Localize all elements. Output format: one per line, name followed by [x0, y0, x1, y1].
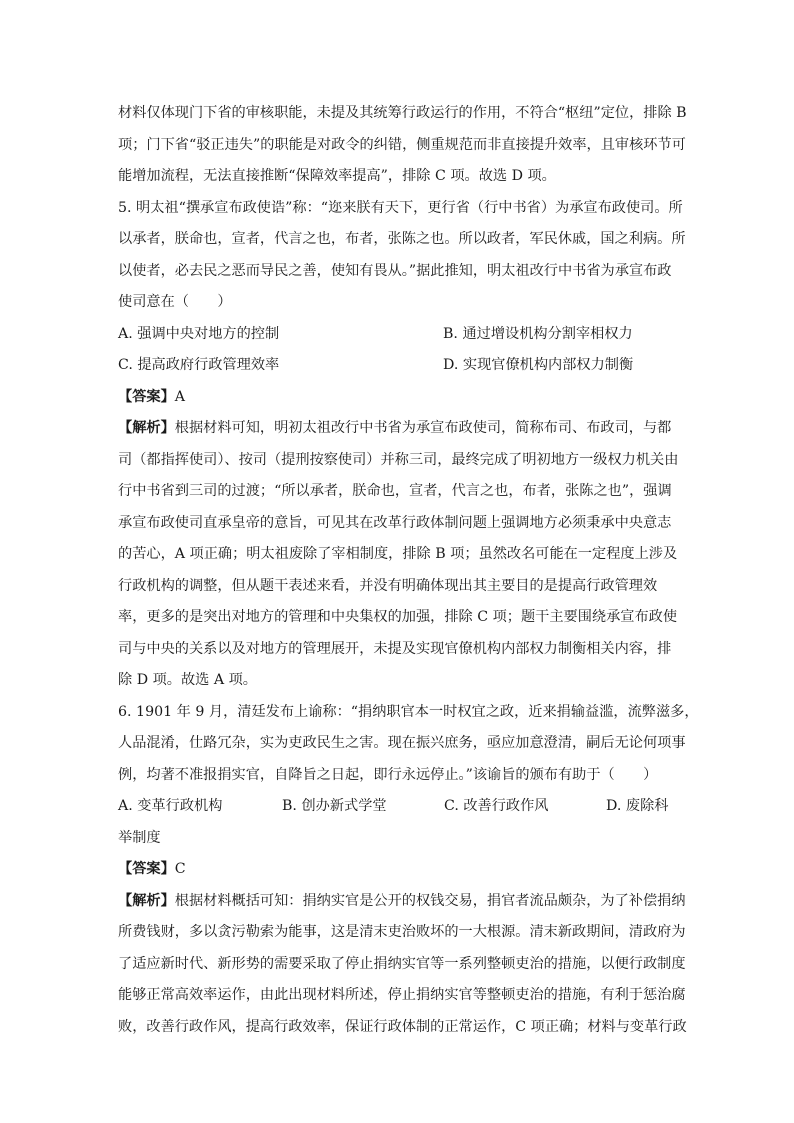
option-d: D. 废除科 — [606, 798, 669, 814]
answer-label: 【答案】 — [118, 861, 175, 877]
analysis-label: 【解析】 — [118, 892, 175, 909]
analysis-line: 承宣布政使司直承皇帝的意旨，可见其在改革行政体制问题上强调地方必须秉承中央意志 — [118, 514, 672, 531]
question-5-options-row — [118, 350, 684, 382]
document-page — [118, 98, 699, 1043]
analysis-line: 除 D 项。故选 A 项。 — [118, 672, 257, 688]
analysis-text: 根据材料可知，明初太祖改行中书省为承宣布政使司，简称布司、布政司，与都 — [174, 420, 672, 436]
answer-value: A — [174, 388, 186, 405]
option-d: D. 实现官僚机构内部权力制衡 — [443, 357, 634, 373]
analysis-line: 司与中央的关系以及对地方的管理展开，未提及实现官僚机构内部权力制衡相关内容，排 — [118, 640, 672, 657]
question-6-stem: 人品混淆，仕路冗杂，实为吏政民生之害。现在振兴庶务，亟应加意澄清，嗣后无论何项事 — [118, 735, 686, 751]
question-6-options-row — [118, 791, 684, 823]
question-5-analysis — [118, 413, 684, 445]
analysis-line: 了适应新时代、新形势的需要采取了停止捐纳实官等一系列整顿吏治的措施，以便行政制度 — [118, 955, 686, 972]
option-b: B. 创办新式学堂 — [282, 798, 387, 814]
question-5-stem: 以承者，朕命也，宣者，代言之也，布者，张陈之也。所以政者，军民休戚，国之利病。所 — [118, 231, 686, 247]
question-5-stem: 使司意在（ ） — [118, 294, 232, 310]
question-5-stem: 以使者，必去民之恶而导民之善，使知有畏从。”据此推知，明太祖改行中书省为承宣布政 — [118, 262, 672, 279]
option-c: C. 提高政府行政管理效率 — [118, 357, 280, 373]
analysis-text: 根据材料概括可知：捐纳实官是公开的权钱交易，捐官者流品颇杂，为了补偿捐纳 — [174, 892, 686, 909]
option-a: A. 变革行政机构 — [118, 798, 223, 814]
question-6-stem: 例，均著不准报捐实官，自降旨之日起，即行永远停止。”该谕旨的颁布有助于（ ） — [118, 766, 658, 783]
text-line: 能增加流程，无法直接推断“保障效率提高”，排除 C 项。故选 D 项。 — [118, 168, 556, 184]
analysis-line: 所费钱财，多以贪污勒索为能事，这是清末吏治败坏的一大根源。清末新政期间，清政府为 — [118, 924, 686, 940]
analysis-line: 行中书省到三司的过渡；“所以承者，朕命也，宣者，代言之也，布者，张陈之也”，强调 — [118, 483, 672, 499]
analysis-line: 能够正常高效率运作，由此出现材料所述，停止捐纳实官等整顿吏治的措施，有利于惩治腐 — [118, 987, 686, 1003]
question-6-stem: 6. 1901 年 9 月，清廷发布上谕称：“捐纳职官本一时权宜之政，近来捐输益滥，流弊滋多， — [118, 703, 699, 720]
answer-value: C — [174, 861, 186, 877]
text-line: 项；门下省“驳正违失”的职能是对政令的纠错，侧重规范而非直接提升效率，且审核环节可 — [118, 136, 686, 153]
question-5-stem: 5. 明太祖“撰承宣布政使诰”称：“迩来朕有天下，更行省（行中书省）为承宣布政使司。所 — [118, 199, 683, 216]
option-b: B. 通过增设机构分割宰相权力 — [443, 325, 633, 342]
option-d-continuation: 举制度 — [118, 829, 161, 846]
analysis-line: 司（都指挥使司）、按司（提刑按察使司）并称三司，最终完成了明初地方一级权力机关由 — [118, 451, 679, 468]
analysis-line: 行政机构的调整，但从题干表述来看，并没有明确体现出其主要目的是提高行政管理效 — [118, 577, 658, 594]
question-5-answer — [118, 382, 684, 414]
option-a: A. 强调中央对地方的控制 — [118, 325, 280, 342]
text-line: 材料仅体现门下省的审核职能，未提及其统筹行政运行的作用，不符合“枢纽”定位，排除 B — [118, 105, 687, 121]
analysis-line: 的苦心，A 项正确；明太祖废除了宰相制度，排除 B 项；虽然改名可能在一定程度上涉及 — [118, 546, 678, 562]
option-c: C. 改善行政作风 — [444, 798, 549, 814]
analysis-label: 【解析】 — [118, 420, 175, 436]
analysis-line: 率，更多的是突出对地方的管理和中央集权的加强，排除 C 项；题干主要围绕承宣布政使 — [118, 609, 678, 625]
analysis-line: 败，改善行政作风，提高行政效率，保证行政体制的正常运作，C 项正确；材料与变革行政 — [118, 1018, 687, 1035]
question-6-answer — [118, 854, 684, 886]
question-5-options-row — [118, 319, 684, 351]
question-6-analysis — [118, 886, 684, 918]
answer-label: 【答案】 — [118, 388, 175, 405]
